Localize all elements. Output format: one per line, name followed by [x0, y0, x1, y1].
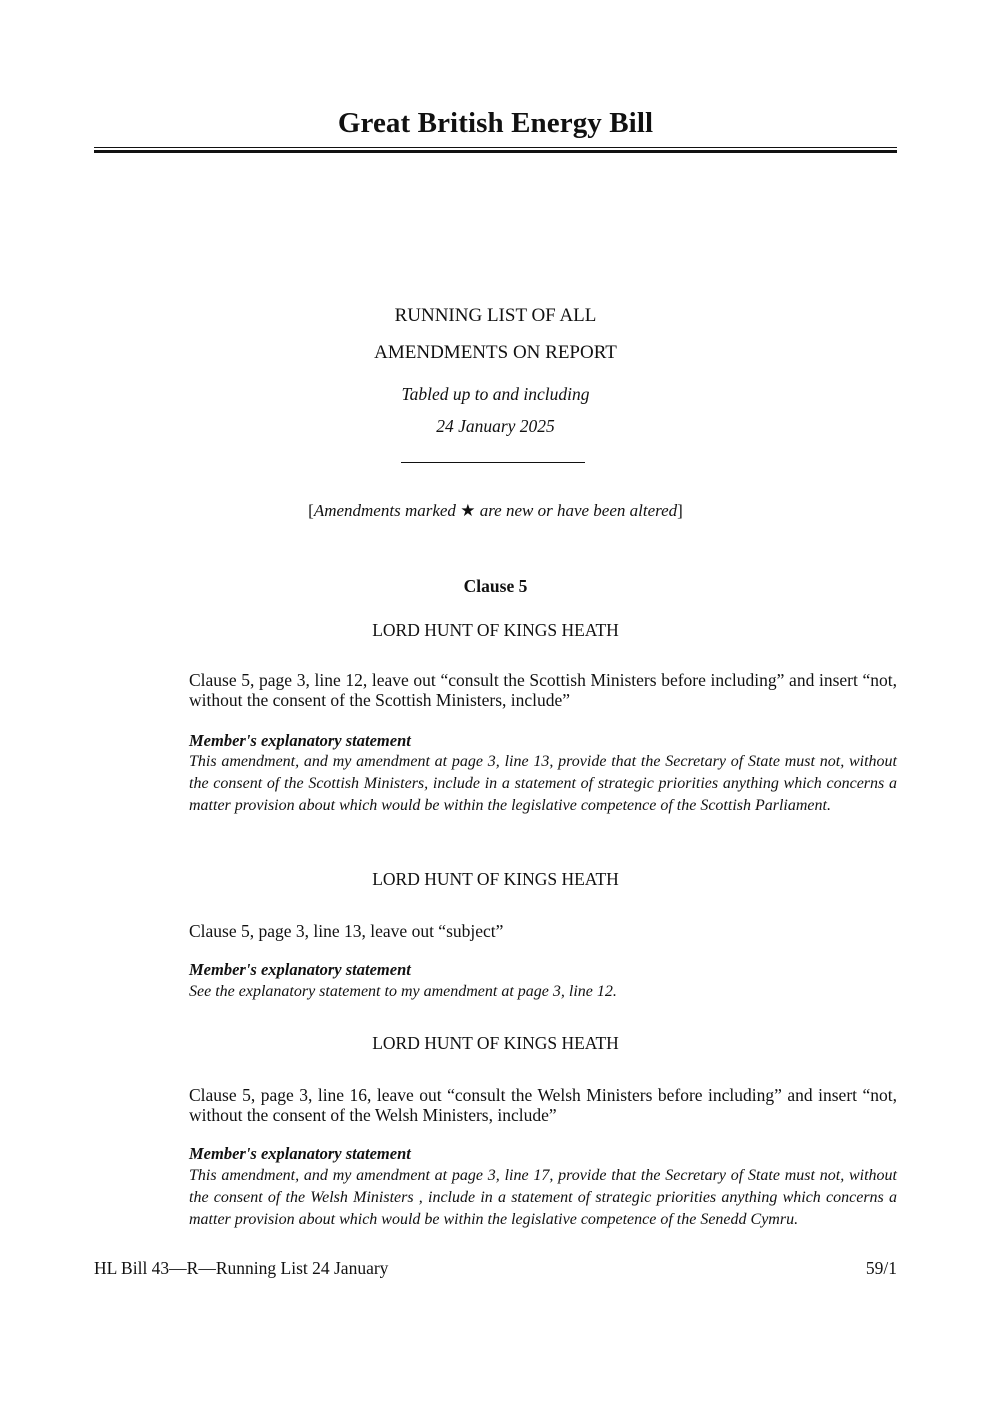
amendment-note	[94, 501, 897, 521]
tabled-line-1: Tabled up to and including	[401, 384, 590, 404]
heading-line-2: AMENDMENTS ON REPORT	[374, 342, 617, 363]
explanatory-statement-heading: Member's explanatory statement	[189, 1144, 411, 1163]
tabled-date: 24 January 2025	[436, 416, 555, 436]
amendment-text: Clause 5, page 3, line 12, leave out “consult the Scottish Ministers before including” and insert “not, without the consent of the Scottish Ministers, include”	[189, 670, 897, 710]
amendment-text: Clause 5, page 3, line 13, leave out “subject”	[189, 921, 504, 941]
footer-bill-reference: HL Bill 43—R—Running List 24 January	[94, 1258, 389, 1278]
note-text-before: Amendments marked	[313, 501, 461, 520]
section-divider	[401, 462, 585, 463]
explanatory-statement-heading: Member's explanatory statement	[189, 731, 411, 750]
member-name: LORD HUNT OF KINGS HEATH	[372, 869, 619, 889]
explanatory-statement: See the explanatory statement to my amendment at page 3, line 12.	[189, 983, 617, 1000]
member-name: LORD HUNT OF KINGS HEATH	[372, 1033, 619, 1053]
footer-page-number: 59/1	[865, 1258, 897, 1278]
star-icon: ★	[460, 501, 476, 520]
explanatory-statement-heading: Member's explanatory statement	[189, 960, 411, 979]
member-name: LORD HUNT OF KINGS HEATH	[372, 620, 619, 640]
note-text-after: are new or have been altered	[475, 501, 678, 520]
title-rule-thick	[94, 150, 897, 153]
title-rule-thin	[94, 147, 897, 148]
heading-line-1: RUNNING LIST OF ALL	[394, 305, 597, 326]
amendment-text: Clause 5, page 3, line 16, leave out “consult the Welsh Ministers before including” and insert “not, without the consent of the Welsh Ministers, include”	[189, 1085, 897, 1125]
explanatory-statement: This amendment, and my amendment at page 3, line 13, provide that the Secretary of State must not, without the consent of the Scottish Ministers, include in a statement of strategic priorities anything which concerns a matter provision about which would be within the legislative competence of the Scottish Parliament.	[189, 753, 897, 814]
bill-title: Great British Energy Bill	[337, 107, 654, 139]
explanatory-statement: This amendment, and my amendment at page 3, line 17, provide that the Secretary of State must not, without the consent of the Welsh Ministers , include in a statement of strategic priorities anything which concerns a matter provision about which would be within the legislative competence of the Senedd Cymru.	[189, 1167, 897, 1228]
clause-heading: Clause 5	[463, 576, 528, 596]
note-close-bracket: ]	[677, 501, 683, 520]
note-open-bracket: [	[308, 501, 314, 520]
